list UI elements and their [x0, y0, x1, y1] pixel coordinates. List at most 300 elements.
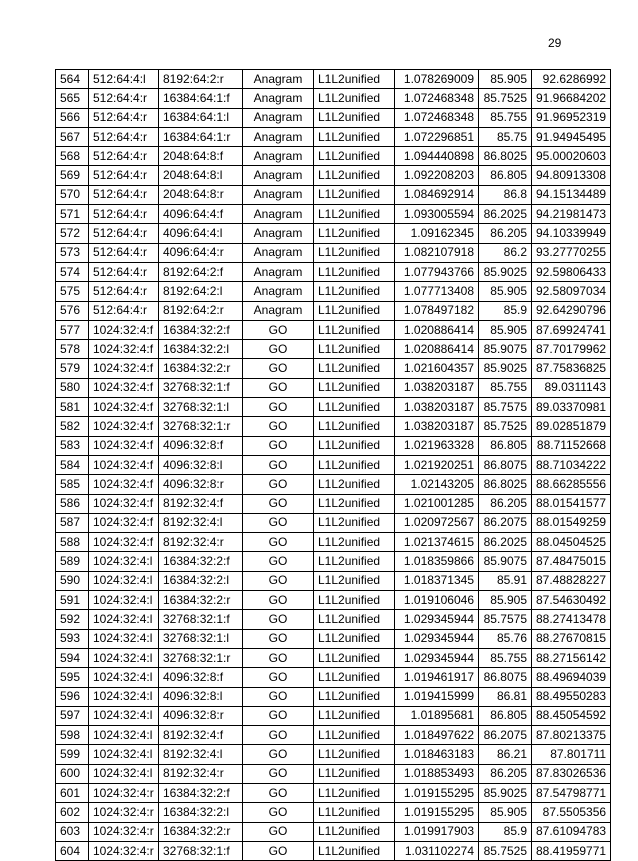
benchmark-cell: GO	[243, 552, 314, 571]
table-row	[56, 70, 611, 89]
percent-cell: 85.755	[479, 108, 532, 127]
ratio-cell: 1.019106046	[395, 591, 479, 610]
score-cell: 87.61094783	[532, 822, 611, 841]
cache-type-cell: L1L2unified	[314, 591, 395, 610]
table-row	[56, 436, 611, 455]
l2-config-cell: 2048:64:8:l	[159, 166, 243, 185]
ratio-cell: 1.01895681	[395, 706, 479, 725]
row-index-cell: 590	[56, 571, 89, 590]
l2-config-cell: 32768:32:1:f	[159, 610, 243, 629]
ratio-cell: 1.019461917	[395, 668, 479, 687]
ratio-cell: 1.072468348	[395, 89, 479, 108]
row-index-cell: 567	[56, 127, 89, 146]
benchmark-cell: GO	[243, 668, 314, 687]
percent-cell: 85.755	[479, 648, 532, 667]
l2-config-cell: 2048:64:8:f	[159, 147, 243, 166]
l2-config-cell: 8192:32:4:l	[159, 745, 243, 764]
ratio-cell: 1.072296851	[395, 127, 479, 146]
row-index-cell: 568	[56, 147, 89, 166]
l2-config-cell: 8192:32:4:f	[159, 726, 243, 745]
score-cell: 92.6286992	[532, 70, 611, 89]
row-index-cell: 589	[56, 552, 89, 571]
row-index-cell: 596	[56, 687, 89, 706]
table-row	[56, 359, 611, 378]
score-cell: 94.10339949	[532, 224, 611, 243]
row-index-cell: 581	[56, 398, 89, 417]
benchmark-cell: GO	[243, 803, 314, 822]
table-row	[56, 398, 611, 417]
score-cell: 88.71152668	[532, 436, 611, 455]
l1-config-cell: 512:64:4:r	[89, 185, 159, 204]
score-cell: 88.27413478	[532, 610, 611, 629]
score-cell: 94.21981473	[532, 205, 611, 224]
l2-config-cell: 8192:32:4:f	[159, 494, 243, 513]
percent-cell: 86.805	[479, 436, 532, 455]
ratio-cell: 1.020886414	[395, 320, 479, 339]
ratio-cell: 1.078269009	[395, 70, 479, 89]
row-index-cell: 586	[56, 494, 89, 513]
score-cell: 88.04504525	[532, 533, 611, 552]
ratio-cell: 1.029345944	[395, 648, 479, 667]
results-table	[55, 69, 611, 861]
row-index-cell: 595	[56, 668, 89, 687]
l1-config-cell: 1024:32:4:f	[89, 513, 159, 532]
l2-config-cell: 16384:32:2:r	[159, 359, 243, 378]
cache-type-cell: L1L2unified	[314, 417, 395, 436]
cache-type-cell: L1L2unified	[314, 822, 395, 841]
ratio-cell: 1.018359866	[395, 552, 479, 571]
score-cell: 88.45054592	[532, 706, 611, 725]
cache-type-cell: L1L2unified	[314, 205, 395, 224]
benchmark-cell: GO	[243, 745, 314, 764]
ratio-cell: 1.021920251	[395, 455, 479, 474]
l1-config-cell: 1024:32:4:r	[89, 803, 159, 822]
score-cell: 88.27670815	[532, 629, 611, 648]
table-row	[56, 340, 611, 359]
l2-config-cell: 16384:64:1:r	[159, 127, 243, 146]
l1-config-cell: 1024:32:4:l	[89, 648, 159, 667]
cache-type-cell: L1L2unified	[314, 610, 395, 629]
percent-cell: 85.7575	[479, 398, 532, 417]
percent-cell: 85.7525	[479, 841, 532, 860]
ratio-cell: 1.084692914	[395, 185, 479, 204]
row-index-cell: 599	[56, 745, 89, 764]
row-index-cell: 569	[56, 166, 89, 185]
row-index-cell: 600	[56, 764, 89, 783]
page-number: 29	[548, 36, 562, 50]
score-cell: 87.54630492	[532, 591, 611, 610]
row-index-cell: 582	[56, 417, 89, 436]
cache-type-cell: L1L2unified	[314, 726, 395, 745]
cache-type-cell: L1L2unified	[314, 668, 395, 687]
table-row	[56, 282, 611, 301]
cache-type-cell: L1L2unified	[314, 571, 395, 590]
l2-config-cell: 8192:64:2:f	[159, 262, 243, 281]
table-row	[56, 475, 611, 494]
l2-config-cell: 4096:64:4:l	[159, 224, 243, 243]
percent-cell: 86.2075	[479, 726, 532, 745]
percent-cell: 85.75	[479, 127, 532, 146]
cache-type-cell: L1L2unified	[314, 340, 395, 359]
ratio-cell: 1.031102274	[395, 841, 479, 860]
benchmark-cell: GO	[243, 494, 314, 513]
score-cell: 92.59806433	[532, 262, 611, 281]
cache-type-cell: L1L2unified	[314, 687, 395, 706]
percent-cell: 86.8025	[479, 147, 532, 166]
l1-config-cell: 1024:32:4:f	[89, 436, 159, 455]
row-index-cell: 578	[56, 340, 89, 359]
benchmark-cell: Anagram	[243, 185, 314, 204]
score-cell: 91.96952319	[532, 108, 611, 127]
table-row	[56, 841, 611, 860]
benchmark-cell: GO	[243, 783, 314, 802]
ratio-cell: 1.093005594	[395, 205, 479, 224]
l2-config-cell: 32768:32:1:f	[159, 841, 243, 860]
table-row	[56, 610, 611, 629]
l1-config-cell: 512:64:4:r	[89, 127, 159, 146]
ratio-cell: 1.038203187	[395, 398, 479, 417]
ratio-cell: 1.029345944	[395, 629, 479, 648]
l1-config-cell: 1024:32:4:f	[89, 320, 159, 339]
l1-config-cell: 1024:32:4:r	[89, 822, 159, 841]
score-cell: 88.71034222	[532, 455, 611, 474]
l1-config-cell: 512:64:4:l	[89, 70, 159, 89]
score-cell: 87.83026536	[532, 764, 611, 783]
table-row	[56, 455, 611, 474]
score-cell: 87.69924741	[532, 320, 611, 339]
l2-config-cell: 16384:32:2:f	[159, 320, 243, 339]
l2-config-cell: 16384:32:2:r	[159, 591, 243, 610]
l2-config-cell: 4096:32:8:f	[159, 436, 243, 455]
table-row	[56, 552, 611, 571]
cache-type-cell: L1L2unified	[314, 301, 395, 320]
ratio-cell: 1.019155295	[395, 783, 479, 802]
l2-config-cell: 32768:32:1:f	[159, 378, 243, 397]
benchmark-cell: GO	[243, 571, 314, 590]
percent-cell: 85.7525	[479, 417, 532, 436]
cache-type-cell: L1L2unified	[314, 359, 395, 378]
cache-type-cell: L1L2unified	[314, 494, 395, 513]
row-index-cell: 584	[56, 455, 89, 474]
score-cell: 87.801711	[532, 745, 611, 764]
l2-config-cell: 16384:64:1:f	[159, 89, 243, 108]
ratio-cell: 1.021374615	[395, 533, 479, 552]
cache-type-cell: L1L2unified	[314, 455, 395, 474]
row-index-cell: 597	[56, 706, 89, 725]
l2-config-cell: 4096:32:8:l	[159, 687, 243, 706]
l1-config-cell: 1024:32:4:l	[89, 571, 159, 590]
cache-type-cell: L1L2unified	[314, 243, 395, 262]
table-row	[56, 89, 611, 108]
l2-config-cell: 16384:32:2:r	[159, 822, 243, 841]
benchmark-cell: GO	[243, 475, 314, 494]
table-row	[56, 783, 611, 802]
cache-type-cell: L1L2unified	[314, 764, 395, 783]
percent-cell: 85.91	[479, 571, 532, 590]
table-row	[56, 417, 611, 436]
percent-cell: 86.205	[479, 764, 532, 783]
ratio-cell: 1.092208203	[395, 166, 479, 185]
cache-type-cell: L1L2unified	[314, 398, 395, 417]
row-index-cell: 585	[56, 475, 89, 494]
row-index-cell: 573	[56, 243, 89, 262]
score-cell: 92.58097034	[532, 282, 611, 301]
table-row	[56, 205, 611, 224]
table-row	[56, 687, 611, 706]
benchmark-cell: GO	[243, 417, 314, 436]
cache-type-cell: L1L2unified	[314, 108, 395, 127]
l1-config-cell: 1024:32:4:l	[89, 687, 159, 706]
l2-config-cell: 4096:64:4:r	[159, 243, 243, 262]
table-row	[56, 243, 611, 262]
table-row	[56, 147, 611, 166]
table-row	[56, 629, 611, 648]
row-index-cell: 565	[56, 89, 89, 108]
benchmark-cell: GO	[243, 648, 314, 667]
row-index-cell: 598	[56, 726, 89, 745]
cache-type-cell: L1L2unified	[314, 147, 395, 166]
score-cell: 87.75836825	[532, 359, 611, 378]
benchmark-cell: GO	[243, 591, 314, 610]
table-row	[56, 726, 611, 745]
ratio-cell: 1.019415999	[395, 687, 479, 706]
benchmark-cell: GO	[243, 822, 314, 841]
table-row	[56, 706, 611, 725]
cache-type-cell: L1L2unified	[314, 513, 395, 532]
score-cell: 93.27770255	[532, 243, 611, 262]
percent-cell: 85.9025	[479, 783, 532, 802]
l1-config-cell: 1024:32:4:l	[89, 629, 159, 648]
cache-type-cell: L1L2unified	[314, 783, 395, 802]
table-row	[56, 764, 611, 783]
percent-cell: 86.8	[479, 185, 532, 204]
cache-type-cell: L1L2unified	[314, 475, 395, 494]
score-cell: 91.94945495	[532, 127, 611, 146]
ratio-cell: 1.082107918	[395, 243, 479, 262]
score-cell: 88.41959771	[532, 841, 611, 860]
score-cell: 89.0311143	[532, 378, 611, 397]
score-cell: 92.64290796	[532, 301, 611, 320]
l2-config-cell: 4096:32:8:l	[159, 455, 243, 474]
cache-type-cell: L1L2unified	[314, 803, 395, 822]
l2-config-cell: 16384:64:1:l	[159, 108, 243, 127]
score-cell: 94.15134489	[532, 185, 611, 204]
score-cell: 89.03370981	[532, 398, 611, 417]
l2-config-cell: 8192:64:2:l	[159, 282, 243, 301]
l2-config-cell: 16384:32:2:l	[159, 803, 243, 822]
percent-cell: 85.905	[479, 282, 532, 301]
row-index-cell: 603	[56, 822, 89, 841]
table-row	[56, 166, 611, 185]
l1-config-cell: 1024:32:4:f	[89, 533, 159, 552]
score-cell: 87.80213375	[532, 726, 611, 745]
l2-config-cell: 8192:32:4:l	[159, 513, 243, 532]
benchmark-cell: GO	[243, 841, 314, 860]
cache-type-cell: L1L2unified	[314, 166, 395, 185]
row-index-cell: 566	[56, 108, 89, 127]
row-index-cell: 593	[56, 629, 89, 648]
cache-type-cell: L1L2unified	[314, 320, 395, 339]
row-index-cell: 594	[56, 648, 89, 667]
table-row	[56, 127, 611, 146]
l1-config-cell: 1024:32:4:l	[89, 706, 159, 725]
percent-cell: 85.9	[479, 822, 532, 841]
benchmark-cell: GO	[243, 398, 314, 417]
l1-config-cell: 512:64:4:r	[89, 224, 159, 243]
ratio-cell: 1.019155295	[395, 803, 479, 822]
table-row	[56, 803, 611, 822]
cache-type-cell: L1L2unified	[314, 629, 395, 648]
l1-config-cell: 1024:32:4:f	[89, 359, 159, 378]
cache-type-cell: L1L2unified	[314, 185, 395, 204]
percent-cell: 85.9075	[479, 340, 532, 359]
benchmark-cell: Anagram	[243, 224, 314, 243]
benchmark-cell: GO	[243, 706, 314, 725]
benchmark-cell: GO	[243, 436, 314, 455]
benchmark-cell: GO	[243, 359, 314, 378]
l1-config-cell: 512:64:4:r	[89, 205, 159, 224]
score-cell: 87.48828227	[532, 571, 611, 590]
l2-config-cell: 16384:32:2:l	[159, 571, 243, 590]
score-cell: 88.27156142	[532, 648, 611, 667]
row-index-cell: 602	[56, 803, 89, 822]
l2-config-cell: 4096:32:8:r	[159, 706, 243, 725]
cache-type-cell: L1L2unified	[314, 89, 395, 108]
percent-cell: 85.9025	[479, 359, 532, 378]
l1-config-cell: 512:64:4:r	[89, 89, 159, 108]
score-cell: 87.48475015	[532, 552, 611, 571]
percent-cell: 86.205	[479, 224, 532, 243]
percent-cell: 86.21	[479, 745, 532, 764]
ratio-cell: 1.021001285	[395, 494, 479, 513]
score-cell: 87.54798771	[532, 783, 611, 802]
ratio-cell: 1.077713408	[395, 282, 479, 301]
l1-config-cell: 1024:32:4:l	[89, 764, 159, 783]
row-index-cell: 579	[56, 359, 89, 378]
table-row	[56, 668, 611, 687]
ratio-cell: 1.038203187	[395, 417, 479, 436]
ratio-cell: 1.038203187	[395, 378, 479, 397]
cache-type-cell: L1L2unified	[314, 282, 395, 301]
ratio-cell: 1.078497182	[395, 301, 479, 320]
ratio-cell: 1.018853493	[395, 764, 479, 783]
ratio-cell: 1.019917903	[395, 822, 479, 841]
ratio-cell: 1.020972567	[395, 513, 479, 532]
l2-config-cell: 16384:32:2:f	[159, 783, 243, 802]
percent-cell: 85.755	[479, 378, 532, 397]
ratio-cell: 1.029345944	[395, 610, 479, 629]
l1-config-cell: 1024:32:4:l	[89, 726, 159, 745]
table-row	[56, 378, 611, 397]
l1-config-cell: 1024:32:4:l	[89, 591, 159, 610]
row-index-cell: 570	[56, 185, 89, 204]
l1-config-cell: 1024:32:4:r	[89, 841, 159, 860]
l1-config-cell: 1024:32:4:l	[89, 745, 159, 764]
percent-cell: 85.76	[479, 629, 532, 648]
benchmark-cell: Anagram	[243, 108, 314, 127]
score-cell: 88.49694039	[532, 668, 611, 687]
percent-cell: 86.8075	[479, 455, 532, 474]
l2-config-cell: 4096:64:4:f	[159, 205, 243, 224]
row-index-cell: 591	[56, 591, 89, 610]
row-index-cell: 583	[56, 436, 89, 455]
l1-config-cell: 1024:32:4:f	[89, 378, 159, 397]
l1-config-cell: 1024:32:4:l	[89, 668, 159, 687]
benchmark-cell: GO	[243, 764, 314, 783]
table-row	[56, 320, 611, 339]
benchmark-cell: Anagram	[243, 89, 314, 108]
cache-type-cell: L1L2unified	[314, 436, 395, 455]
benchmark-cell: GO	[243, 629, 314, 648]
percent-cell: 86.805	[479, 166, 532, 185]
percent-cell: 85.9025	[479, 262, 532, 281]
score-cell: 87.70179962	[532, 340, 611, 359]
benchmark-cell: GO	[243, 513, 314, 532]
ratio-cell: 1.021963328	[395, 436, 479, 455]
cache-type-cell: L1L2unified	[314, 648, 395, 667]
score-cell: 88.01541577	[532, 494, 611, 513]
ratio-cell: 1.077943766	[395, 262, 479, 281]
l2-config-cell: 8192:64:2:r	[159, 70, 243, 89]
row-index-cell: 592	[56, 610, 89, 629]
benchmark-cell: Anagram	[243, 205, 314, 224]
ratio-cell: 1.09162345	[395, 224, 479, 243]
results-table-body	[56, 70, 611, 861]
cache-type-cell: L1L2unified	[314, 552, 395, 571]
benchmark-cell: Anagram	[243, 243, 314, 262]
percent-cell: 86.81	[479, 687, 532, 706]
table-row	[56, 262, 611, 281]
l1-config-cell: 1024:32:4:r	[89, 783, 159, 802]
table-row	[56, 513, 611, 532]
l2-config-cell: 32768:32:1:r	[159, 648, 243, 667]
benchmark-cell: Anagram	[243, 127, 314, 146]
row-index-cell: 574	[56, 262, 89, 281]
benchmark-cell: Anagram	[243, 262, 314, 281]
table-row	[56, 571, 611, 590]
l1-config-cell: 1024:32:4:f	[89, 417, 159, 436]
table-row	[56, 745, 611, 764]
percent-cell: 85.905	[479, 70, 532, 89]
benchmark-cell: Anagram	[243, 70, 314, 89]
benchmark-cell: Anagram	[243, 166, 314, 185]
l1-config-cell: 1024:32:4:l	[89, 552, 159, 571]
row-index-cell: 575	[56, 282, 89, 301]
table-row	[56, 533, 611, 552]
benchmark-cell: GO	[243, 320, 314, 339]
row-index-cell: 576	[56, 301, 89, 320]
score-cell: 88.49550283	[532, 687, 611, 706]
score-cell: 94.80913308	[532, 166, 611, 185]
score-cell: 89.02851879	[532, 417, 611, 436]
ratio-cell: 1.02143205	[395, 475, 479, 494]
row-index-cell: 588	[56, 533, 89, 552]
l2-config-cell: 32768:32:1:l	[159, 629, 243, 648]
l1-config-cell: 512:64:4:r	[89, 301, 159, 320]
l1-config-cell: 1024:32:4:f	[89, 494, 159, 513]
l2-config-cell: 8192:32:4:r	[159, 764, 243, 783]
cache-type-cell: L1L2unified	[314, 262, 395, 281]
percent-cell: 85.7525	[479, 89, 532, 108]
table-row	[56, 494, 611, 513]
percent-cell: 86.2025	[479, 205, 532, 224]
row-index-cell: 577	[56, 320, 89, 339]
l1-config-cell: 512:64:4:r	[89, 166, 159, 185]
benchmark-cell: GO	[243, 610, 314, 629]
cache-type-cell: L1L2unified	[314, 127, 395, 146]
percent-cell: 86.8025	[479, 475, 532, 494]
cache-type-cell: L1L2unified	[314, 706, 395, 725]
